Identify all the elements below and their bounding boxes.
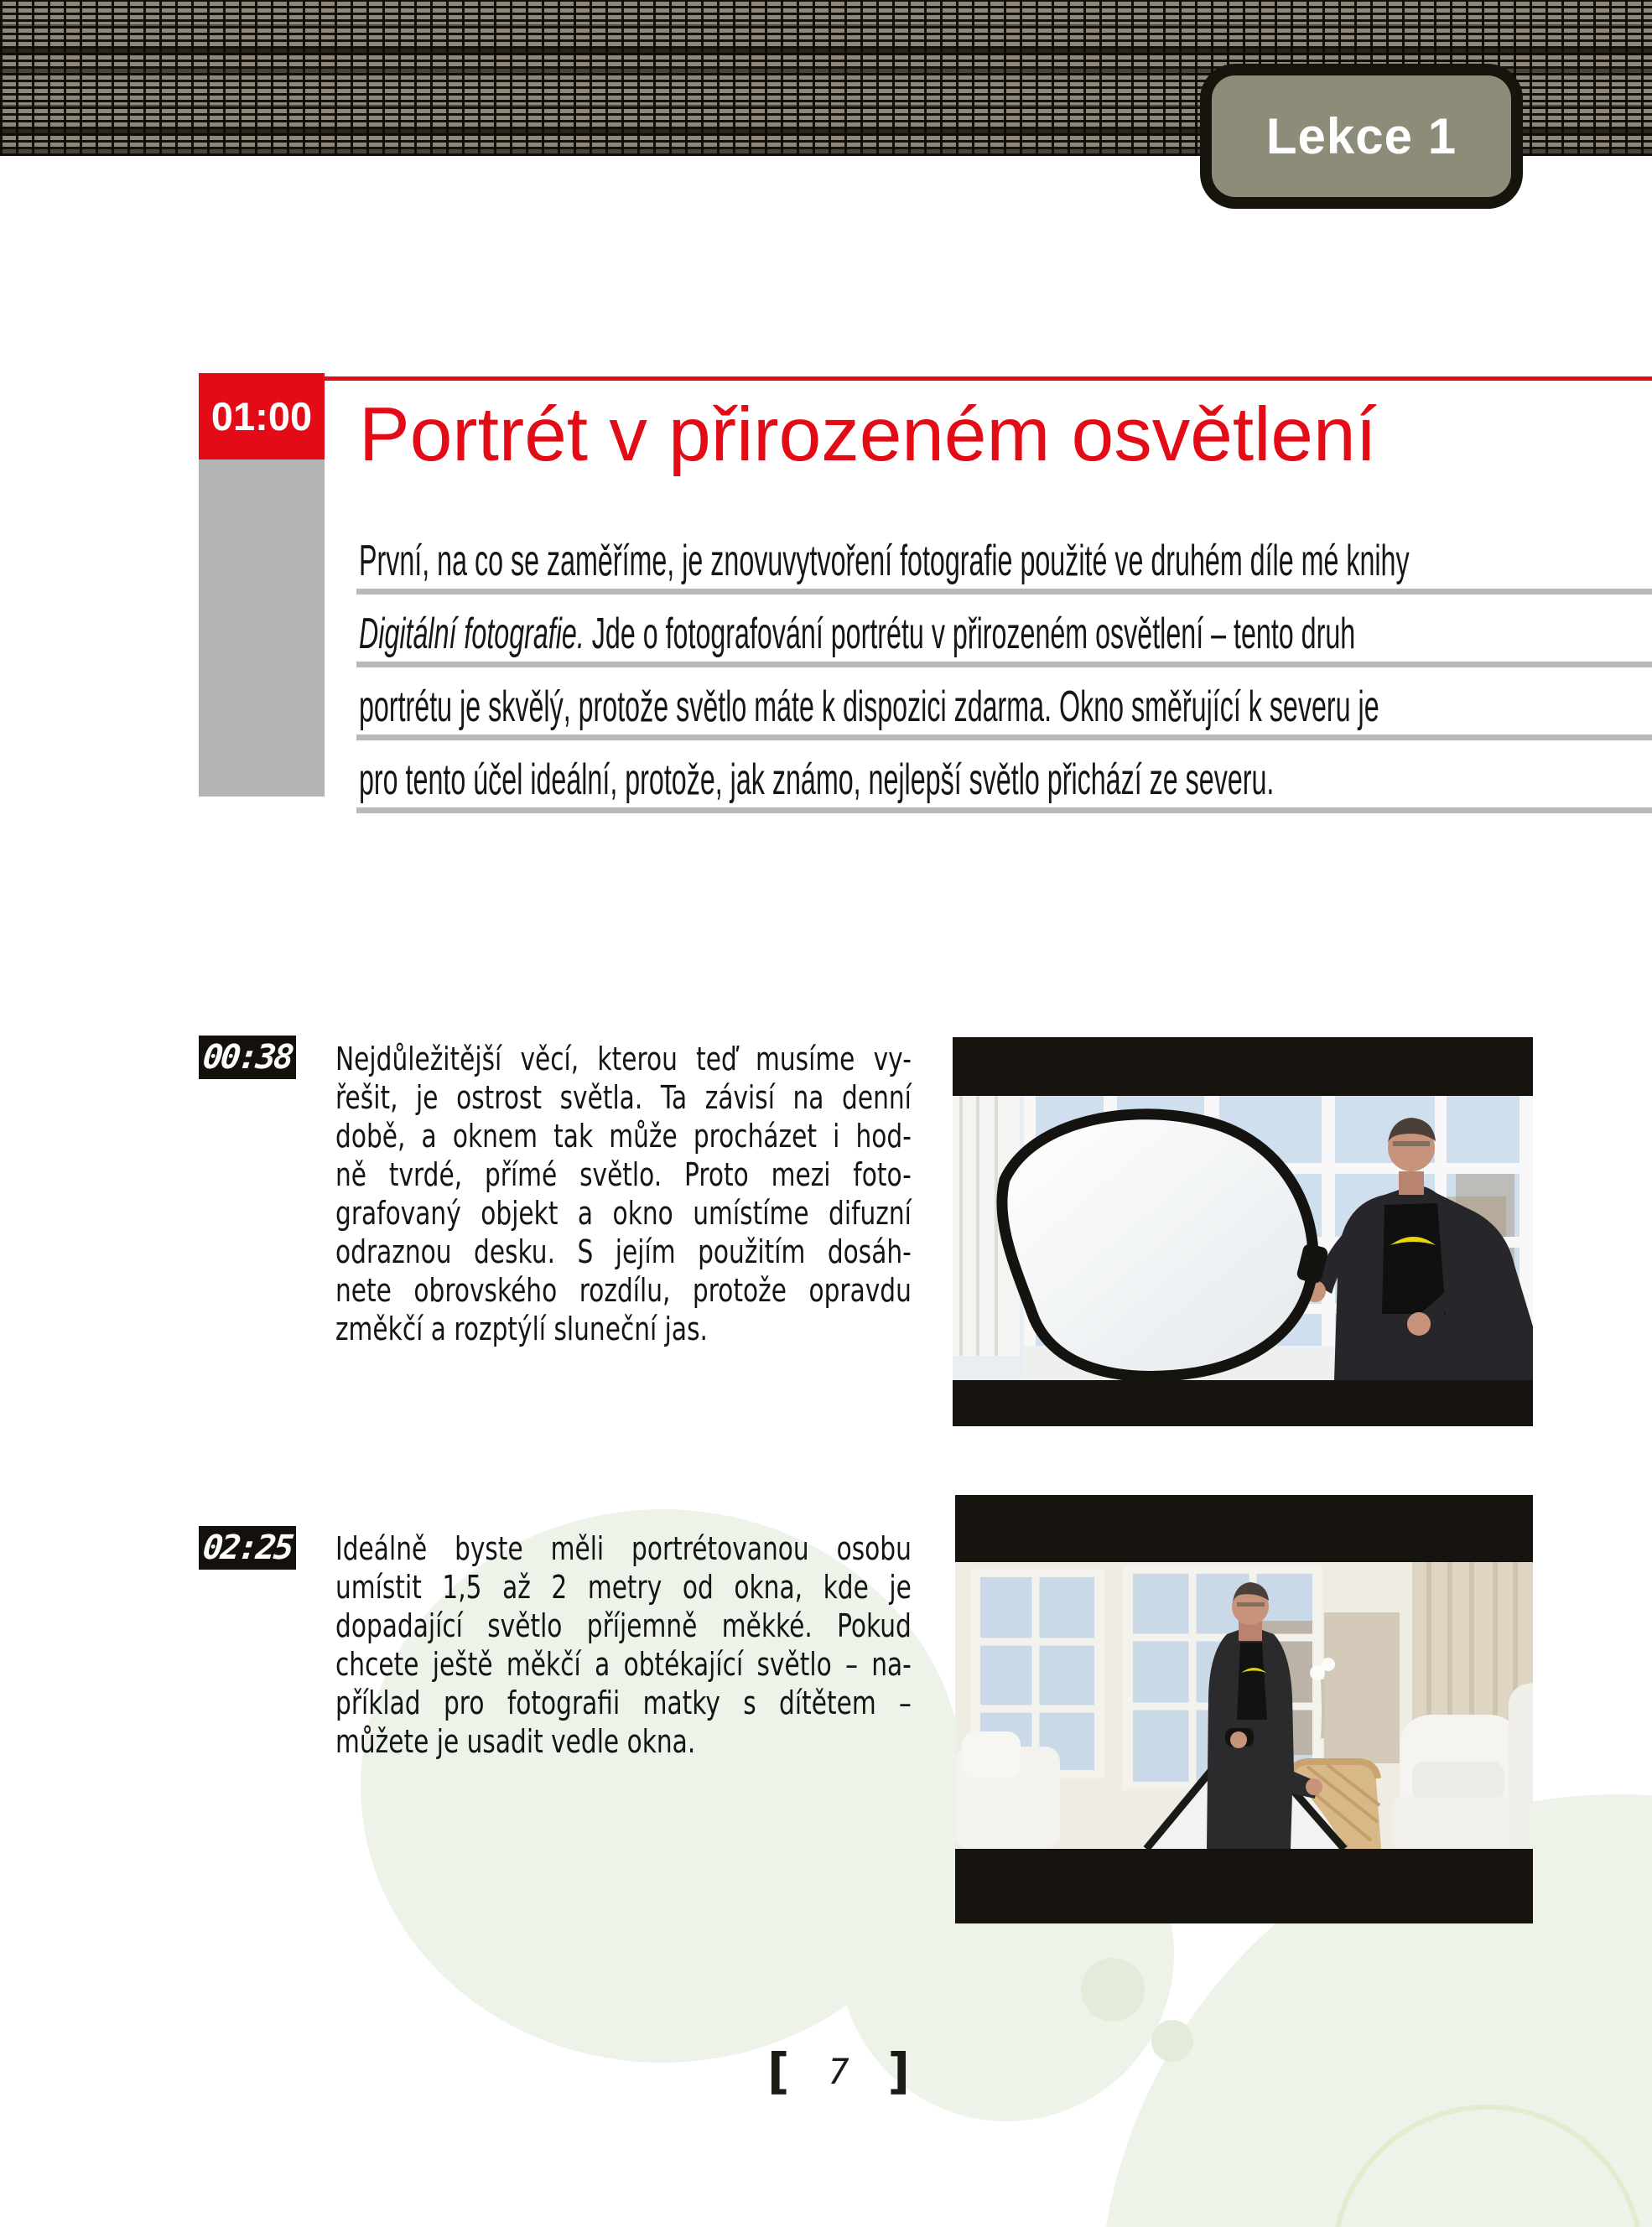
section1-paragraph (335, 1040, 912, 1348)
intro-line (356, 594, 1652, 667)
intro-line (356, 522, 1652, 594)
intro-text: portrétu je skvělý, protože světlo máte k dispozici zdarma. Okno směřující k severu je (359, 683, 1379, 731)
video-frame-reflector-window (953, 1037, 1533, 1426)
body-line: můžete je usadit vedle okna. (335, 1723, 696, 1760)
body-line: dopadající světlo příjemně měkké. Pokud (335, 1607, 912, 1644)
page-bracket-left: [ (767, 2043, 790, 2100)
video-frame-reflector-room (955, 1495, 1533, 1923)
section1-timecode: 00:38 (200, 1038, 294, 1077)
intro-text: Jde o fotografování portrétu v přirozeném osvětlení – tento druh (584, 610, 1356, 658)
chapter-rule (325, 376, 1652, 381)
body-line: odraznou desku. S jejím použitím dosáh- (335, 1233, 912, 1270)
chapter-timecode: 01:00 (210, 394, 313, 439)
decor-circle-small-1 (1081, 1958, 1145, 2022)
intro-line (356, 667, 1652, 740)
body-line: příklad pro fotografii matky s dítětem – (335, 1685, 912, 1721)
intro-paragraph (356, 522, 1652, 813)
body-line: nete obrovského rozdílu, protože opravdu (335, 1272, 912, 1309)
page-bracket-right: ] (887, 2043, 910, 2100)
section2-timecode-badge (199, 1526, 296, 1570)
chapter-title: Portrét v přirozeném osvětlení (359, 392, 1377, 477)
body-line: změkčí a rozptýlí sluneční jas. (335, 1311, 708, 1347)
section1-timecode-badge (199, 1036, 296, 1079)
lesson-badge-inner (1212, 75, 1511, 197)
intro-line (356, 740, 1652, 813)
chapter-timecode-badge (199, 373, 325, 459)
decor-circle-small-2 (1151, 2020, 1193, 2062)
page-number-block (767, 2043, 910, 2100)
page-number: 7 (828, 2050, 849, 2092)
intro-italic: Digitální fotografie. (359, 610, 584, 658)
lesson-badge-label: Lekce 1 (1265, 108, 1457, 164)
body-line: Ideálně byste měli portrétovanou osobu (335, 1530, 912, 1567)
lesson-badge (1200, 64, 1523, 209)
body-line: ně tvrdé, přímé světlo. Proto mezi foto- (335, 1156, 912, 1193)
body-line: grafovaný objekt a okno umístíme difuzní (335, 1195, 912, 1232)
body-line: Nejdůležitější věcí, kterou teď musíme vy- (335, 1041, 912, 1077)
body-line: chcete ještě měkčí a obtékající světlo – na- (335, 1646, 912, 1683)
intro-text: První, na co se zaměříme, je znovuvytvoření fotografie použité ve druhém díle mé knihy (359, 537, 1410, 585)
body-line: době, a oknem tak může procházet i hod- (335, 1118, 912, 1155)
body-line: umístit 1,5 až 2 metry od okna, kde je (335, 1569, 912, 1606)
section2-paragraph (335, 1529, 912, 1761)
body-line: řešit, je ostrost světla. Ta závisí na denní (335, 1079, 912, 1116)
chapter-sidebar-column (199, 459, 325, 797)
intro-text: pro tento účel ideální, protože, jak známo, nejlepší světlo přichází ze severu. (359, 755, 1275, 804)
section2-timecode: 02:25 (200, 1529, 294, 1567)
